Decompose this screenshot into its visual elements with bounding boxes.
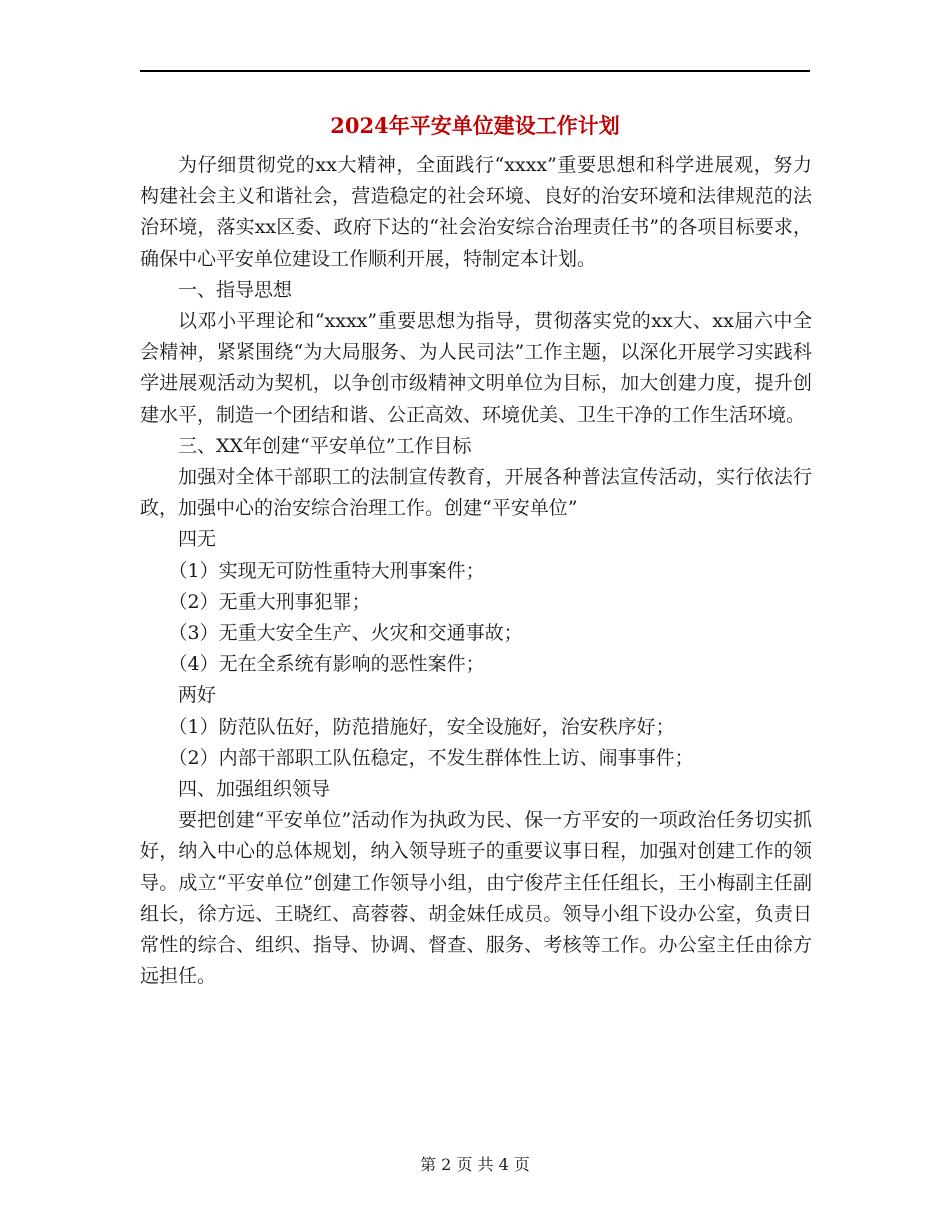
list-item: （2）内部干部职工队伍稳定，不发生群体性上访、闹事事件； [168, 746, 694, 769]
section-heading-organization: 四、加强组织领导 [178, 778, 331, 801]
list-item: （4）无在全系统有影响的恶性案件； [168, 653, 485, 676]
intro-paragraph: 为仔细贯彻党的xx大精神，全面践行“xxxx”重要思想和科学进展观，努力构建社会主义和谐社会，营造稳定的社会环境、良好的治安环境和法律规范的法治环境，落实xx区委、政府下达的“社会治安综合治理责任书”的各项目标要求，确保中心平安单位建设工作顺利开展，特制定本计划。 [140, 154, 812, 270]
four-no-heading: 四无 [178, 528, 217, 551]
document-title: 2024年平安单位建设工作计划 [330, 113, 620, 138]
list-item: （1）实现无可防性重特大刑事案件； [168, 559, 485, 582]
organization-paragraph: 要把创建“平安单位”活动作为执政为民、保一方平安的一项政治任务切实抓好，纳入中心的总体规划，纳入领导班子的重要议事日程，加强对创建工作的领导。成立“平安单位”创建工作领导小组，由宁俊芹主任任组长，王小梅副主任副组长，徐方远、王晓红、高蓉蓉、胡金妹任成员。领导小组下设办公室，负责日常性的综合、组织、指导、协调、督查、服务、考核等工作。办公室主任由徐方远担任。 [140, 809, 812, 988]
header-rule [140, 70, 810, 72]
list-item: （1）防范队伍好，防范措施好，安全设施好，治安秩序好； [168, 715, 675, 738]
two-good-heading: 两好 [178, 684, 217, 707]
list-item: （3）无重大安全生产、火灾和交通事故； [168, 622, 523, 645]
section-heading-guiding-thought: 一、指导思想 [178, 278, 293, 301]
list-item: （2）无重大刑事犯罪； [168, 590, 371, 613]
work-goals-paragraph: 加强对全体干部职工的法制宣传教育，开展各种普法宣传活动，实行依法行政，加强中心的治安综合治理工作。创建“平安单位” [140, 466, 812, 520]
guiding-thought-paragraph: 以邓小平理论和“xxxx”重要思想为指导，贯彻落实党的xx大、xx届六中全会精神，紧紧围绕“为大局服务、为人民司法”工作主题，以深化开展学习实践科学进展观活动为契机，以争创市级精神文明单位为目标，加大创建力度，提升创建水平，制造一个团结和谐、公正高效、环境优美、卫生干净的工作生活环境。 [140, 310, 812, 426]
section-heading-work-goals: 三、XX年创建“平安单位”工作目标 [178, 434, 472, 457]
document-body [140, 150, 812, 992]
page-number: 第 2 页 共 4 页 [420, 1155, 530, 1174]
